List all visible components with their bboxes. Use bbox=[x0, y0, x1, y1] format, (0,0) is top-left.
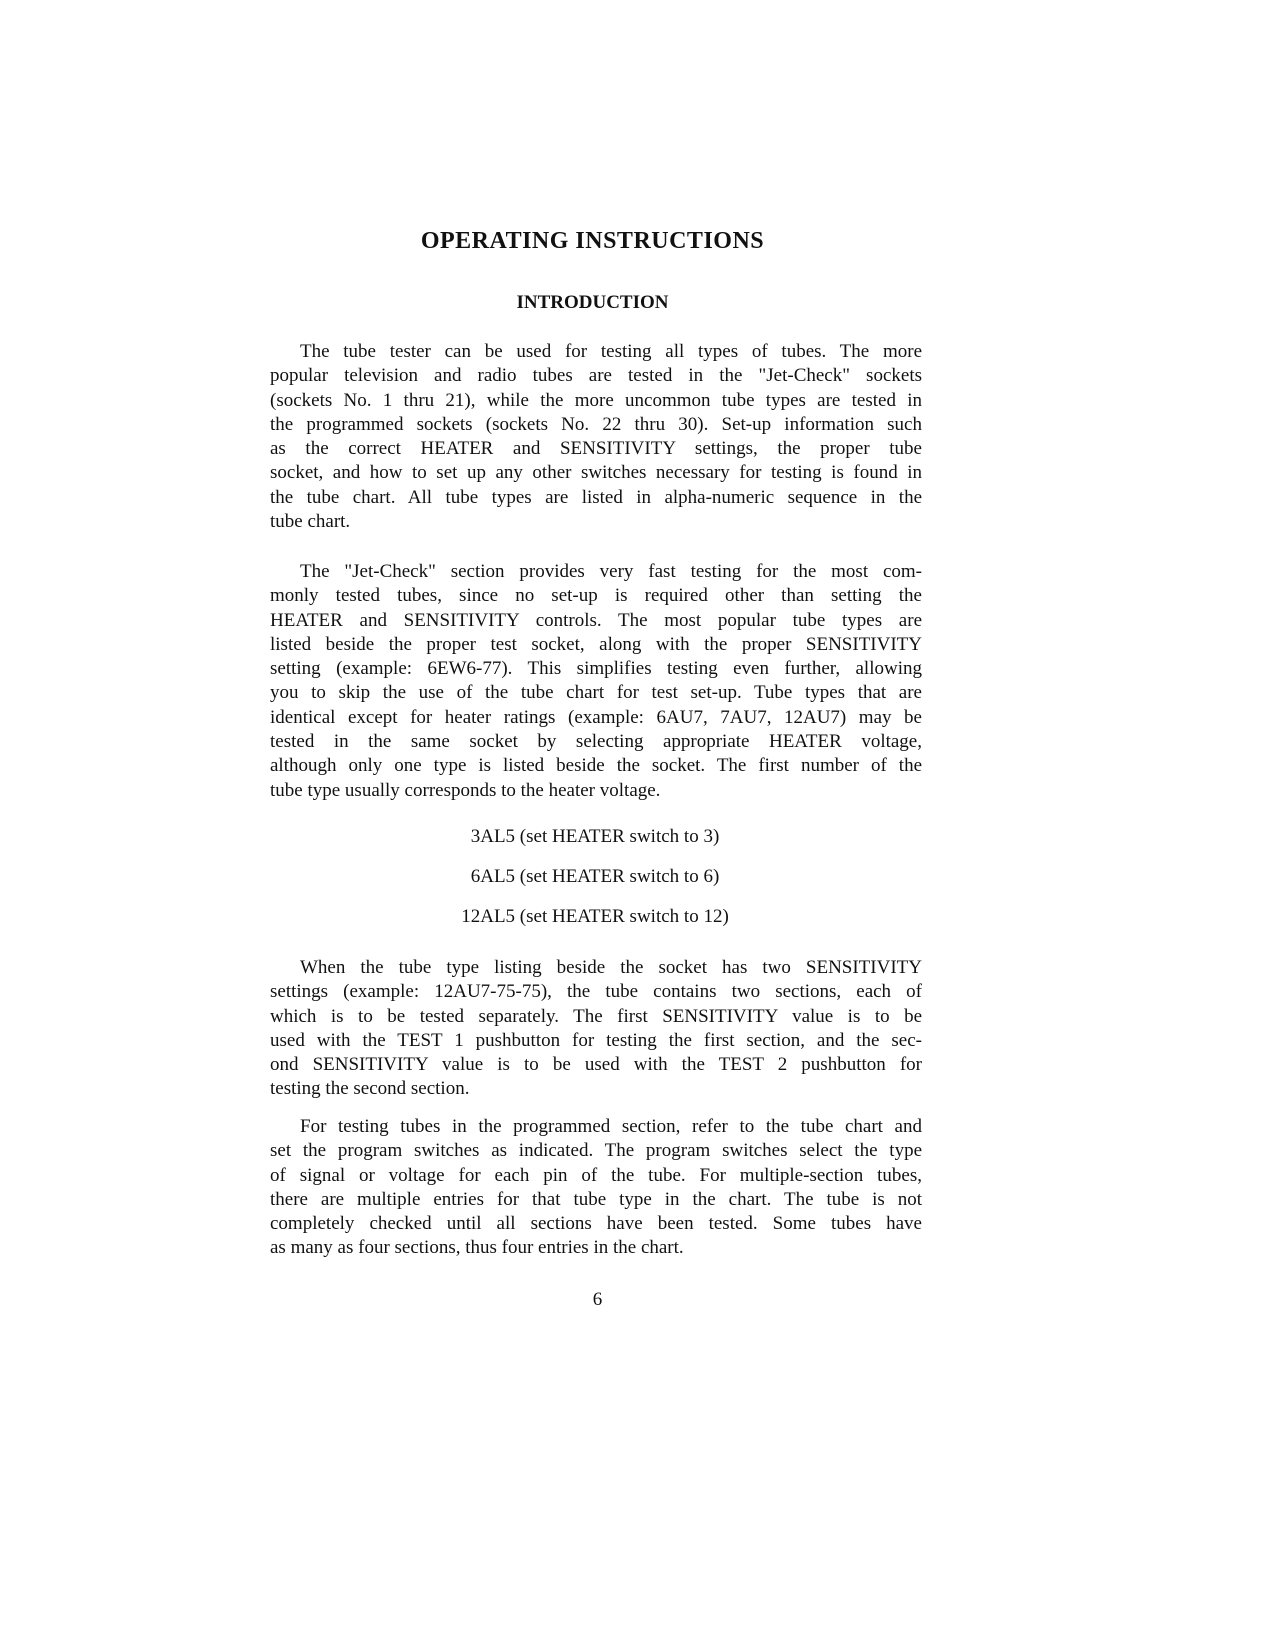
text-line: completely checked until all sections have been tested. Some tubes have bbox=[270, 1213, 922, 1235]
text-line: as the correct HEATER and SENSITIVITY settings, the proper tube bbox=[270, 438, 922, 460]
page-title: OPERATING INSTRUCTIONS bbox=[420, 228, 765, 254]
text-line: For testing tubes in the programmed section, refer to the tube chart and bbox=[300, 1116, 922, 1137]
paragraph bbox=[270, 956, 922, 1102]
text-line: HEATER and SENSITIVITY controls. The most popular tube types are bbox=[270, 609, 922, 631]
paragraph bbox=[270, 340, 922, 534]
text-line: The "Jet-Check" section provides very fast testing for the most com- bbox=[300, 561, 922, 582]
page-number: 6 bbox=[592, 1289, 603, 1310]
heater-example: 3AL5 (set HEATER switch to 3) bbox=[470, 826, 720, 847]
text-line: tube type usually corresponds to the heater voltage. bbox=[270, 779, 661, 801]
text-line: set the program switches as indicated. The program switches select the type bbox=[270, 1140, 922, 1162]
text-line: there are multiple entries for that tube type in the chart. The tube is not bbox=[270, 1188, 922, 1210]
text-line: popular television and radio tubes are tested in the "Jet-Check" sockets bbox=[270, 365, 922, 387]
text-line: tested in the same socket by selecting appropriate HEATER voltage, bbox=[270, 731, 922, 753]
heater-example: 12AL5 (set HEATER switch to 12) bbox=[461, 906, 729, 927]
text-line: socket, and how to set up any other switches necessary for testing is found in bbox=[270, 462, 922, 484]
text-line: as many as four sections, thus four entries in the chart. bbox=[270, 1237, 684, 1259]
text-line: When the tube type listing beside the socket has two SENSITIVITY bbox=[300, 957, 922, 978]
text-line: used with the TEST 1 pushbutton for testing the first section, and the sec- bbox=[270, 1029, 922, 1051]
text-line: the tube chart. All tube types are listed in alpha-numeric sequence in the bbox=[270, 486, 922, 508]
text-line: (sockets No. 1 thru 21), while the more uncommon tube types are tested in bbox=[270, 389, 922, 411]
text-line: listed beside the proper test socket, along with the proper SENSITIVITY bbox=[270, 633, 922, 655]
heater-example: 6AL5 (set HEATER switch to 6) bbox=[470, 866, 720, 887]
text-line: settings (example: 12AU7-75-75), the tube contains two sections, each of bbox=[270, 981, 922, 1003]
text-line: the programmed sockets (sockets No. 22 thru 30). Set-up information such bbox=[270, 413, 922, 435]
text-line: of signal or voltage for each pin of the tube. For multiple-section tubes, bbox=[270, 1164, 922, 1186]
text-line: you to skip the use of the tube chart for test set-up. Tube types that are bbox=[270, 682, 922, 704]
text-line: testing the second section. bbox=[270, 1078, 470, 1100]
text-line: monly tested tubes, since no set-up is required other than setting the bbox=[270, 585, 922, 607]
paragraph bbox=[270, 1115, 922, 1261]
text-line: setting (example: 6EW6-77). This simplifies testing even further, allowing bbox=[270, 658, 922, 680]
text-line: although only one type is listed beside the socket. The first number of the bbox=[270, 755, 922, 777]
text-line: identical except for heater ratings (example: 6AU7, 7AU7, 12AU7) may be bbox=[270, 706, 922, 728]
paragraph bbox=[270, 560, 922, 803]
text-line: tube chart. bbox=[270, 511, 351, 533]
section-heading: INTRODUCTION bbox=[516, 292, 669, 313]
text-line: ond SENSITIVITY value is to be used with the TEST 2 pushbutton for bbox=[270, 1054, 922, 1076]
text-line: The tube tester can be used for testing all types of tubes. The more bbox=[300, 341, 922, 362]
text-line: which is to be tested separately. The first SENSITIVITY value is to be bbox=[270, 1005, 922, 1027]
